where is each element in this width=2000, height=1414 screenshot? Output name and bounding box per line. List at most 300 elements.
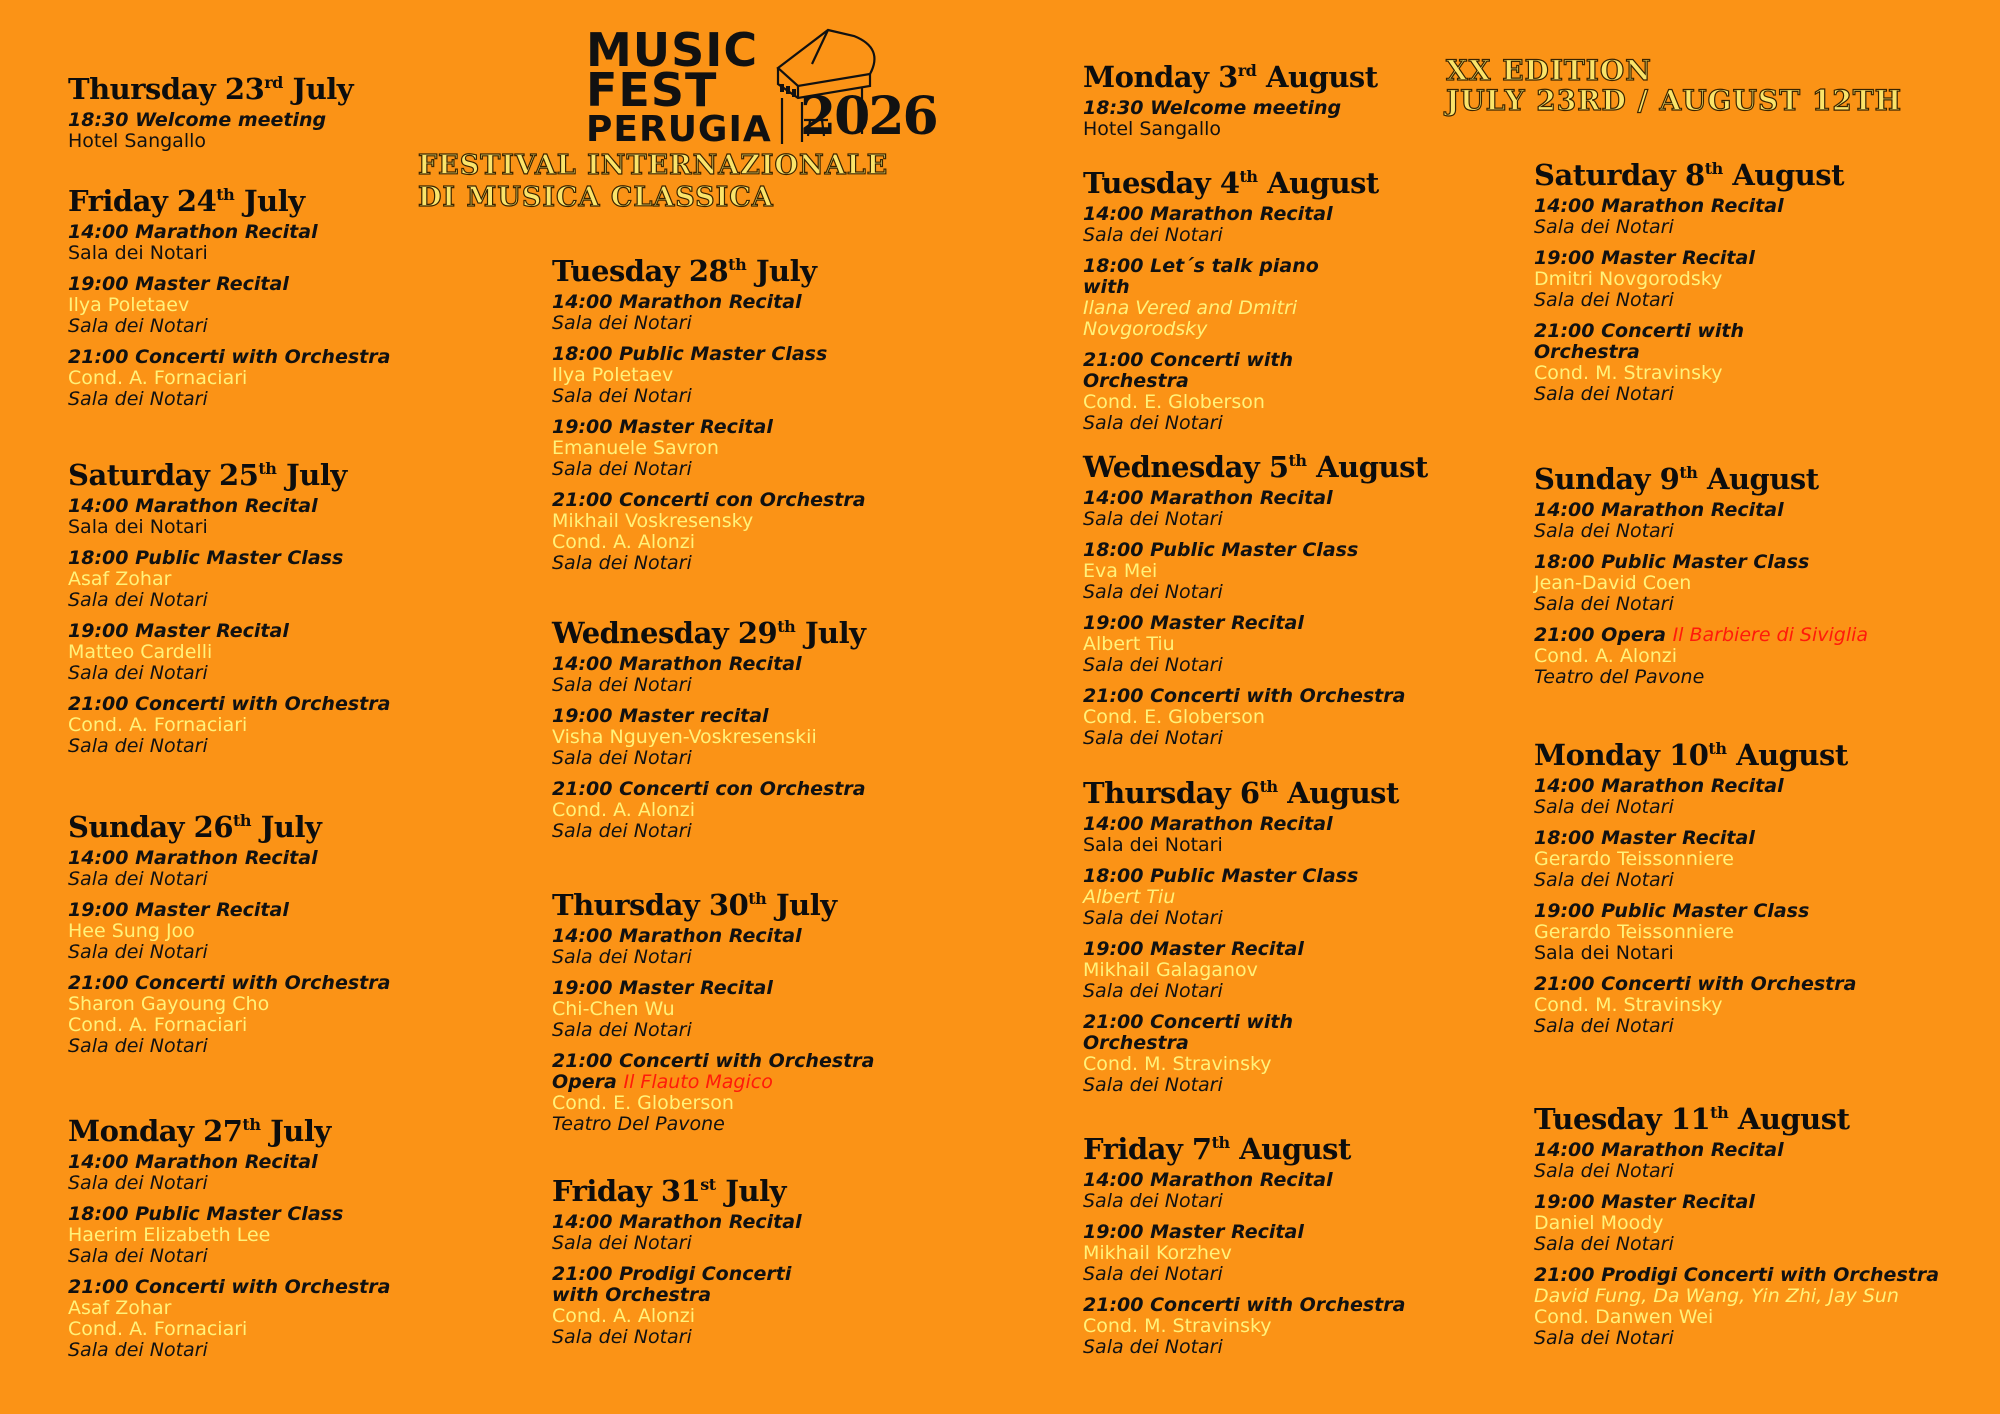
venue-name: Sala dei Notari (1534, 1160, 1674, 1182)
conductor-name: Cond. A. Fornaciari (68, 1014, 248, 1036)
performer-name: Emanuele Savron (552, 437, 719, 459)
ordinal-suffix: th (1708, 739, 1727, 758)
event-time-title (1534, 1192, 1939, 1213)
ordinal-suffix: th (258, 459, 277, 478)
venue-name: Sala dei Notari (1083, 907, 1223, 929)
performer-name: Visha Nguyen-Voskresenskii (552, 726, 817, 748)
event-time-title (1083, 350, 1323, 392)
day-number: 5 (1268, 450, 1289, 484)
event-time-title (1534, 1140, 1939, 1161)
weekday: Tuesday (1534, 1102, 1662, 1136)
venue-name: Sala dei Notari (552, 312, 692, 334)
performer-name: Cond. A. Fornaciari (68, 367, 248, 389)
weekday: Monday (1534, 738, 1660, 772)
performer-name: Haerim Elizabeth Lee (68, 1224, 271, 1246)
day-heading (68, 452, 390, 492)
day-number: 6 (1239, 776, 1260, 810)
month: July (292, 72, 354, 106)
month: July (243, 184, 305, 218)
event-item (68, 110, 353, 152)
event-title-text: 18:00 Public Master Class (68, 1203, 344, 1225)
venue-name: Sala dei Notari (1534, 520, 1674, 542)
event-title-text: 21:00 Concerti with Orchestra (1083, 685, 1406, 707)
venue-name: Hotel Sangallo (1083, 118, 1222, 140)
event-time-title (68, 1204, 390, 1225)
event-item (552, 1051, 874, 1135)
venue-name: Sala dei Notari (1083, 654, 1223, 676)
day-block (68, 178, 390, 410)
event-item (1083, 866, 1399, 929)
logo-subtitle-2: DI MUSICA CLASSICA (418, 182, 774, 213)
day-heading (1534, 152, 1844, 192)
event-item (552, 779, 866, 842)
event-title-text: 19:00 Master Recital (1083, 1221, 1304, 1243)
event-item (552, 654, 866, 696)
event-item (1083, 613, 1428, 676)
event-title-text: 21:00 Concerti with Orchestra (1534, 973, 1857, 995)
logo-word-fest: FEST (586, 63, 718, 117)
ordinal-suffix: th (1211, 1133, 1230, 1152)
event-time-title (552, 706, 866, 727)
event-title-text: 19:00 Master Recital (68, 899, 289, 921)
event-item (1083, 939, 1399, 1002)
weekday: Thursday (1083, 776, 1231, 810)
performer-name: Cond. A. Alonzi (552, 1305, 696, 1327)
day-number: 23 (224, 72, 265, 106)
event-item (1083, 814, 1399, 856)
event-time-title (552, 490, 866, 511)
venue-name: Sala dei Notari (68, 735, 208, 757)
event-title-text: 19:00 Master recital (552, 705, 769, 727)
event-title-text: 19:00 Master Recital (552, 977, 773, 999)
venue-name: Teatro del Pavone (1534, 666, 1705, 688)
day-heading (68, 178, 390, 218)
day-heading (1534, 1096, 1939, 1136)
event-time-title (1534, 248, 1844, 269)
weekday: Sunday (1534, 462, 1651, 496)
venue-name: Sala dei Notari (1083, 1263, 1223, 1285)
event-time-title (552, 779, 866, 800)
event-item (1534, 321, 1844, 405)
event-title-text: 19:00 Master Recital (1534, 1191, 1755, 1213)
event-item (68, 621, 390, 684)
day-number: 25 (219, 458, 259, 492)
event-title-text: 14:00 Marathon Recital (1083, 487, 1333, 509)
venue-name: Sala dei Notari (68, 589, 208, 611)
day-number: 9 (1659, 462, 1680, 496)
opera-title: Il Flauto Magico (623, 1071, 773, 1093)
venue-name: Sala dei Notari (1083, 508, 1223, 530)
venue-name: Sala dei Notari (1083, 727, 1223, 749)
event-item (1083, 686, 1428, 749)
event-title-text: 18:30 Welcome meeting (1083, 97, 1342, 119)
event-subtitle (552, 1072, 874, 1093)
performer-name: Cond. A. Alonzi (1534, 645, 1678, 667)
performer-name: Gerardo Teissonniere (1534, 921, 1734, 943)
event-item (68, 548, 390, 611)
event-title-text: 21:00 Concerti with Orchestra (1083, 1011, 1294, 1054)
performer-name: Asaf Zohar (68, 1297, 172, 1319)
venue-name: Sala dei Notari (1534, 1233, 1674, 1255)
venue-name: Sala dei Notari (1534, 216, 1674, 238)
performer-name: Cond. M. Stravinsky (1534, 994, 1723, 1016)
event-title-text: 19:00 Master Recital (68, 273, 289, 295)
event-time-title (1534, 974, 1856, 995)
weekday: Thursday (68, 72, 216, 106)
event-time-title (68, 973, 390, 994)
event-time-title (552, 978, 874, 999)
performer-name: Mikhail Voskresensky (552, 510, 754, 532)
day-block (1534, 152, 1844, 405)
event-item (1534, 552, 1868, 615)
event-time-title (552, 1212, 802, 1233)
weekday: Tuesday (1083, 166, 1211, 200)
event-item (68, 222, 390, 264)
month: July (775, 888, 837, 922)
event-title-text: 21:00 Concerti with Orchestra (1534, 320, 1745, 363)
month: July (804, 616, 866, 650)
event-title-text: 21:00 Concerti with Orchestra (1083, 1294, 1406, 1316)
event-title-text: 21:00 Concerti with Orchestra (68, 972, 391, 994)
day-heading (1083, 770, 1399, 810)
event-time-title (1534, 901, 1856, 922)
event-time-title (1534, 321, 1774, 363)
event-time-title (552, 417, 866, 438)
event-item (552, 706, 866, 769)
event-item (1534, 625, 1868, 688)
month: August (1265, 60, 1378, 94)
venue-name: Sala dei Notari (68, 388, 208, 410)
day-number: 8 (1685, 158, 1705, 192)
ordinal-suffix: rd (1237, 61, 1257, 80)
logo-year: 2026 (800, 86, 937, 147)
ordinal-suffix: th (242, 1115, 261, 1134)
event-item (1534, 1265, 1939, 1349)
event-time-title (1083, 613, 1428, 634)
day-heading (1534, 456, 1868, 496)
venue-name: Sala dei Notari (1083, 1336, 1223, 1358)
event-title-text: 18:00 Public Master Class (1083, 865, 1359, 887)
event-title-text: 18:00 Master Recital (1534, 827, 1755, 849)
event-title-text: 14:00 Marathon Recital (1534, 775, 1784, 797)
venue-name: Sala dei Notari (1083, 1074, 1223, 1096)
day-block (552, 1168, 802, 1348)
event-title-text: 21:00 Concerti with Orchestra (1083, 349, 1294, 392)
venue-name: Sala dei Notari (1083, 1190, 1223, 1212)
weekday: Sunday (68, 810, 185, 844)
month: July (286, 458, 347, 492)
venue-name: Sala dei Notari (68, 662, 208, 684)
day-block (68, 452, 390, 757)
performer-name: Ilana Vered and Dmitri Novgorodsky (1083, 297, 1298, 340)
event-title-text: 21:00 Concerti with Orchestra (68, 693, 391, 715)
day-number: 3 (1218, 60, 1238, 94)
ordinal-suffix: th (1288, 451, 1307, 470)
day-heading (1083, 54, 1378, 94)
event-subtitle-text: Opera (552, 1071, 617, 1093)
performer-name: Cond. A. Fornaciari (68, 714, 248, 736)
weekday: Wednesday (552, 616, 729, 650)
event-time-title (552, 292, 866, 313)
venue-name: Sala dei Notari (68, 868, 208, 890)
day-heading (1083, 444, 1428, 484)
performer-name: Albert Tiu (1083, 886, 1176, 908)
venue-name: Sala dei Notari (68, 1339, 208, 1361)
weekday: Saturday (1534, 158, 1676, 192)
event-time-title (68, 900, 390, 921)
venue-name: Sala dei Notari (552, 458, 692, 480)
weekday: Monday (1083, 60, 1209, 94)
event-item (552, 490, 866, 574)
event-time-title (1534, 1265, 1939, 1286)
event-item (68, 973, 390, 1057)
logo-word-music: MUSIC (586, 23, 759, 77)
month: August (1287, 776, 1399, 810)
event-time-title (1083, 939, 1399, 960)
event-time-title (552, 1264, 792, 1306)
weekday: Thursday (552, 888, 700, 922)
event-title-text: 19:00 Public Master Class (1534, 900, 1810, 922)
event-item (552, 1264, 802, 1348)
venue-name: Sala dei Notari (68, 315, 208, 337)
event-title-text: 14:00 Marathon Recital (1083, 813, 1333, 835)
day-block (1083, 160, 1379, 434)
event-item (1083, 1222, 1405, 1285)
event-title-text: 19:00 Master Recital (68, 620, 289, 642)
venue-name: Sala dei Notari (1083, 980, 1223, 1002)
venue-name: Sala dei Notari (1534, 942, 1674, 964)
event-title-text: 21:00 Concerti with Orchestra (68, 346, 391, 368)
performer-name: Dmitri Novgorodsky (1534, 268, 1723, 290)
day-block (1534, 1096, 1939, 1349)
event-item (1083, 98, 1378, 140)
event-item (1083, 540, 1428, 603)
month: August (1706, 462, 1819, 496)
event-time-title (68, 848, 390, 869)
ordinal-suffix: th (1679, 463, 1698, 482)
edition-banner (1446, 56, 1902, 116)
day-number: 29 (737, 616, 778, 650)
month: August (1316, 450, 1428, 484)
event-item (1534, 196, 1844, 238)
event-time-title (1083, 1222, 1405, 1243)
ordinal-suffix: th (1259, 777, 1278, 796)
venue-name: Sala dei Notari (1083, 224, 1223, 246)
day-number: 28 (688, 254, 729, 288)
event-time-title (68, 1152, 390, 1173)
day-heading (1083, 160, 1379, 200)
event-item (1534, 1140, 1939, 1182)
venue-name: Sala dei Notari (552, 820, 692, 842)
event-title-text: 14:00 Marathon Recital (552, 1211, 802, 1233)
month: July (725, 1174, 786, 1208)
event-time-title (68, 496, 390, 517)
performer-name: Cond. M. Stravinsky (1083, 1053, 1272, 1075)
event-title-text: 14:00 Marathon Recital (552, 925, 802, 947)
day-block (68, 1108, 390, 1361)
event-time-title (552, 344, 866, 365)
conductor-name: Cond. A. Fornaciari (68, 1318, 248, 1340)
weekday: Tuesday (552, 254, 680, 288)
performer-name: Cond. M. Stravinsky (1534, 362, 1723, 384)
performer-name: Ilya Poletaev (68, 294, 190, 316)
event-title-text: 19:00 Master Recital (1083, 612, 1304, 634)
event-time-title (1534, 552, 1868, 573)
event-title-text: 18:30 Welcome meeting (68, 109, 327, 131)
event-title-text: 21:00 Concerti con Orchestra (552, 778, 866, 800)
event-item (1534, 901, 1856, 964)
performer-name: Chi-Chen Wu (552, 998, 675, 1020)
weekday: Friday (68, 184, 168, 218)
performer-name: Mikhail Korzhev (1083, 1242, 1232, 1264)
day-block (1534, 732, 1856, 1037)
venue-name: Sala dei Notari (68, 941, 208, 963)
event-time-title (68, 548, 390, 569)
day-number: 7 (1191, 1132, 1212, 1166)
month: July (260, 810, 322, 844)
venue-name: Sala dei Notari (68, 242, 208, 264)
venue-name: Sala dei Notari (1534, 796, 1674, 818)
event-item (1083, 204, 1379, 246)
event-title-text: 14:00 Marathon Recital (1083, 1169, 1333, 1191)
venue-name: Sala dei Notari (552, 552, 692, 574)
event-time-title (68, 621, 390, 642)
event-title-text: 19:00 Master Recital (1083, 938, 1304, 960)
day-heading (68, 66, 353, 106)
event-item (1534, 776, 1856, 818)
conductor-name: Cond. Danwen Wei (1534, 1306, 1714, 1328)
ordinal-suffix: th (1239, 167, 1258, 186)
weekday: Wednesday (1083, 450, 1260, 484)
venue-name: Sala dei Notari (552, 1232, 692, 1254)
weekday: Friday (1083, 1132, 1183, 1166)
event-time-title (552, 654, 866, 675)
event-time-title (552, 1051, 874, 1072)
venue-name: Sala dei Notari (1534, 869, 1674, 891)
event-time-title (1083, 1295, 1405, 1316)
performer-name: Asaf Zohar (68, 568, 172, 590)
logo-subtitle-1: FESTIVAL INTERNAZIONALE (418, 150, 889, 181)
event-item (552, 978, 874, 1041)
event-time-title (68, 694, 390, 715)
performer-name: Sharon Gayoung Cho (68, 993, 270, 1015)
performer-name: Ilya Poletaev (552, 364, 674, 386)
venue-name: Sala dei Notari (1083, 834, 1223, 856)
venue-name: Sala dei Notari (552, 1326, 692, 1348)
event-time-title (1083, 1170, 1405, 1191)
event-time-title (1083, 256, 1323, 298)
month: August (1267, 166, 1379, 200)
event-time-title (1083, 686, 1428, 707)
day-block (552, 248, 866, 574)
day-heading (1534, 732, 1856, 772)
ordinal-suffix: th (1704, 159, 1723, 178)
day-number: 10 (1669, 738, 1709, 772)
month: August (1239, 1132, 1351, 1166)
event-time-title (1083, 1012, 1323, 1054)
edition-title: XX EDITION (1446, 54, 1652, 87)
performer-name: Cond. E. Globerson (552, 1092, 734, 1114)
performer-name: Cond. E. Globerson (1083, 706, 1265, 728)
event-item (1534, 1192, 1939, 1255)
event-title-text: 18:00 Public Master Class (1083, 539, 1359, 561)
event-title-text: 21:00 Opera (1534, 624, 1666, 646)
event-item (1083, 256, 1379, 340)
day-heading (552, 610, 866, 650)
event-title-text: 21:00 Concerti with Orchestra (68, 1276, 391, 1298)
performer-name: Cond. E. Globerson (1083, 391, 1265, 413)
performer-name: Mikhail Galaganov (1083, 959, 1258, 981)
ordinal-suffix: th (748, 889, 767, 908)
event-title-text: 14:00 Marathon Recital (68, 221, 318, 243)
month: August (1737, 1102, 1850, 1136)
venue-name: Sala dei Notari (1534, 593, 1674, 615)
event-item (1083, 488, 1428, 530)
event-title-text: 21:00 Prodigi Concerti with Orchestra (1534, 1264, 1940, 1286)
event-item (68, 1152, 390, 1194)
day-number: 11 (1670, 1102, 1711, 1136)
day-heading (552, 882, 874, 922)
venue-name: Sala dei Notari (552, 385, 692, 407)
venue-name: Sala dei Notari (68, 1245, 208, 1267)
day-heading (552, 1168, 802, 1208)
event-time-title (68, 274, 390, 295)
day-number: 27 (203, 1114, 243, 1148)
day-block (552, 610, 866, 842)
event-title-text: 21:00 Concerti with Orchestra (552, 1050, 875, 1072)
event-item (1534, 500, 1868, 542)
performer-name: Matteo Cardelli (68, 641, 213, 663)
month: July (755, 254, 817, 288)
day-number: 24 (176, 184, 217, 218)
day-block (68, 804, 390, 1057)
event-time-title (552, 926, 874, 947)
day-number: 4 (1219, 166, 1240, 200)
event-time-title (1534, 500, 1868, 521)
day-block (1083, 770, 1399, 1096)
event-item (68, 496, 390, 538)
event-item (1534, 248, 1844, 311)
event-title-text: 18:00 Public Master Class (1534, 551, 1810, 573)
event-time-title (1083, 98, 1378, 119)
event-time-title (1083, 488, 1428, 509)
venue-name: Hotel Sangallo (68, 130, 207, 152)
event-title-text: 14:00 Marathon Recital (1534, 195, 1784, 217)
event-title-text: 14:00 Marathon Recital (1534, 499, 1784, 521)
event-title-text: 21:00 Concerti con Orchestra (552, 489, 866, 511)
venue-name: Sala dei Notari (1534, 1327, 1674, 1349)
event-time-title (1534, 776, 1856, 797)
performer-name: Cond. A. Alonzi (552, 799, 696, 821)
event-time-title (1083, 540, 1428, 561)
event-time-title (1534, 625, 1868, 646)
month: August (1736, 738, 1848, 772)
festival-logo (418, 18, 937, 218)
event-item (68, 694, 390, 757)
event-time-title (68, 222, 390, 243)
venue-name: Sala dei Notari (68, 1172, 208, 1194)
venue-name: Sala dei Notari (1083, 412, 1223, 434)
event-time-title (68, 1277, 390, 1298)
event-item (68, 274, 390, 337)
venue-name: Teatro Del Pavone (552, 1113, 725, 1135)
ordinal-suffix: th (233, 811, 252, 830)
edition-dates: JULY 23RD / AUGUST 12TH (1446, 84, 1903, 117)
venue-name: Sala dei Notari (1534, 1015, 1674, 1037)
day-heading (68, 1108, 390, 1148)
ordinal-suffix: rd (264, 73, 283, 92)
event-time-title (1534, 828, 1856, 849)
